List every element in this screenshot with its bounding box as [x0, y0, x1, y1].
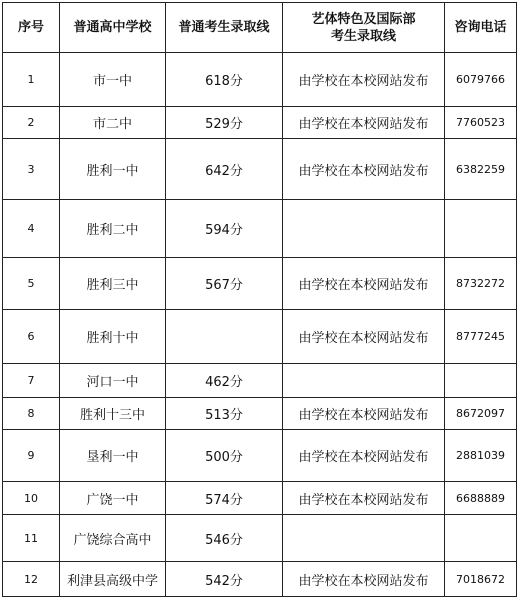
cell-school: 市二中	[60, 107, 166, 139]
cell-seq: 9	[3, 430, 60, 482]
header-art-line-1: 艺体特色及国际部	[311, 11, 416, 27]
cell-school: 胜利十中	[60, 310, 166, 364]
cell-art: 由学校在本校网站发布	[283, 107, 445, 139]
cell-score: 574分	[166, 482, 283, 515]
cell-school: 胜利三中	[60, 258, 166, 310]
cell-score: 529分	[166, 107, 283, 139]
cell-art	[283, 364, 445, 398]
admission-table	[2, 2, 517, 597]
cell-school: 河口一中	[60, 364, 166, 398]
cell-score: 513分	[166, 398, 283, 430]
cell-school: 胜利一中	[60, 139, 166, 200]
table-row	[3, 139, 517, 200]
header-art-line	[283, 3, 445, 53]
cell-phone: 6688889	[445, 482, 517, 515]
cell-school: 市一中	[60, 53, 166, 107]
cell-art	[283, 200, 445, 258]
cell-score: 546分	[166, 515, 283, 562]
cell-seq: 4	[3, 200, 60, 258]
cell-score	[166, 310, 283, 364]
table-row	[3, 200, 517, 258]
cell-seq: 11	[3, 515, 60, 562]
cell-art	[283, 515, 445, 562]
cell-school: 胜利二中	[60, 200, 166, 258]
cell-score: 462分	[166, 364, 283, 398]
cell-art: 由学校在本校网站发布	[283, 482, 445, 515]
cell-score: 642分	[166, 139, 283, 200]
cell-phone: 7018672	[445, 562, 517, 597]
cell-phone: 6382259	[445, 139, 517, 200]
cell-seq: 1	[3, 53, 60, 107]
cell-seq: 2	[3, 107, 60, 139]
cell-phone: 8777245	[445, 310, 517, 364]
cell-school: 垦利一中	[60, 430, 166, 482]
cell-score: 500分	[166, 430, 283, 482]
cell-art: 由学校在本校网站发布	[283, 53, 445, 107]
cell-school: 利津县高级中学	[60, 562, 166, 597]
cell-art: 由学校在本校网站发布	[283, 562, 445, 597]
cell-school: 胜利十三中	[60, 398, 166, 430]
cell-seq: 12	[3, 562, 60, 597]
cell-seq: 7	[3, 364, 60, 398]
table-row	[3, 258, 517, 310]
cell-seq: 6	[3, 310, 60, 364]
header-phone: 咨询电话	[445, 3, 517, 53]
header-score: 普通考生录取线	[166, 3, 283, 53]
header-school: 普通高中学校	[60, 3, 166, 53]
cell-art: 由学校在本校网站发布	[283, 258, 445, 310]
cell-school: 广饶综合高中	[60, 515, 166, 562]
cell-phone: 8732272	[445, 258, 517, 310]
table-row	[3, 482, 517, 515]
cell-seq: 3	[3, 139, 60, 200]
table-row	[3, 53, 517, 107]
cell-art: 由学校在本校网站发布	[283, 430, 445, 482]
cell-phone: 7760523	[445, 107, 517, 139]
header-seq: 序号	[3, 3, 60, 53]
cell-phone: 2881039	[445, 430, 517, 482]
header-art-line-2: 考生录取线	[330, 28, 396, 44]
cell-phone: 6079766	[445, 53, 517, 107]
cell-art: 由学校在本校网站发布	[283, 139, 445, 200]
cell-seq: 10	[3, 482, 60, 515]
cell-seq: 5	[3, 258, 60, 310]
cell-score: 567分	[166, 258, 283, 310]
cell-phone: 8672097	[445, 398, 517, 430]
cell-phone	[445, 364, 517, 398]
table-row	[3, 562, 517, 597]
header-row	[3, 3, 517, 53]
cell-score: 618分	[166, 53, 283, 107]
cell-seq: 8	[3, 398, 60, 430]
cell-score: 542分	[166, 562, 283, 597]
cell-school: 广饶一中	[60, 482, 166, 515]
table-row	[3, 398, 517, 430]
table-row	[3, 310, 517, 364]
cell-phone	[445, 515, 517, 562]
cell-art: 由学校在本校网站发布	[283, 310, 445, 364]
table-row	[3, 430, 517, 482]
cell-art: 由学校在本校网站发布	[283, 398, 445, 430]
table-row	[3, 107, 517, 139]
cell-phone	[445, 200, 517, 258]
cell-score: 594分	[166, 200, 283, 258]
table-row	[3, 515, 517, 562]
table-row	[3, 364, 517, 398]
